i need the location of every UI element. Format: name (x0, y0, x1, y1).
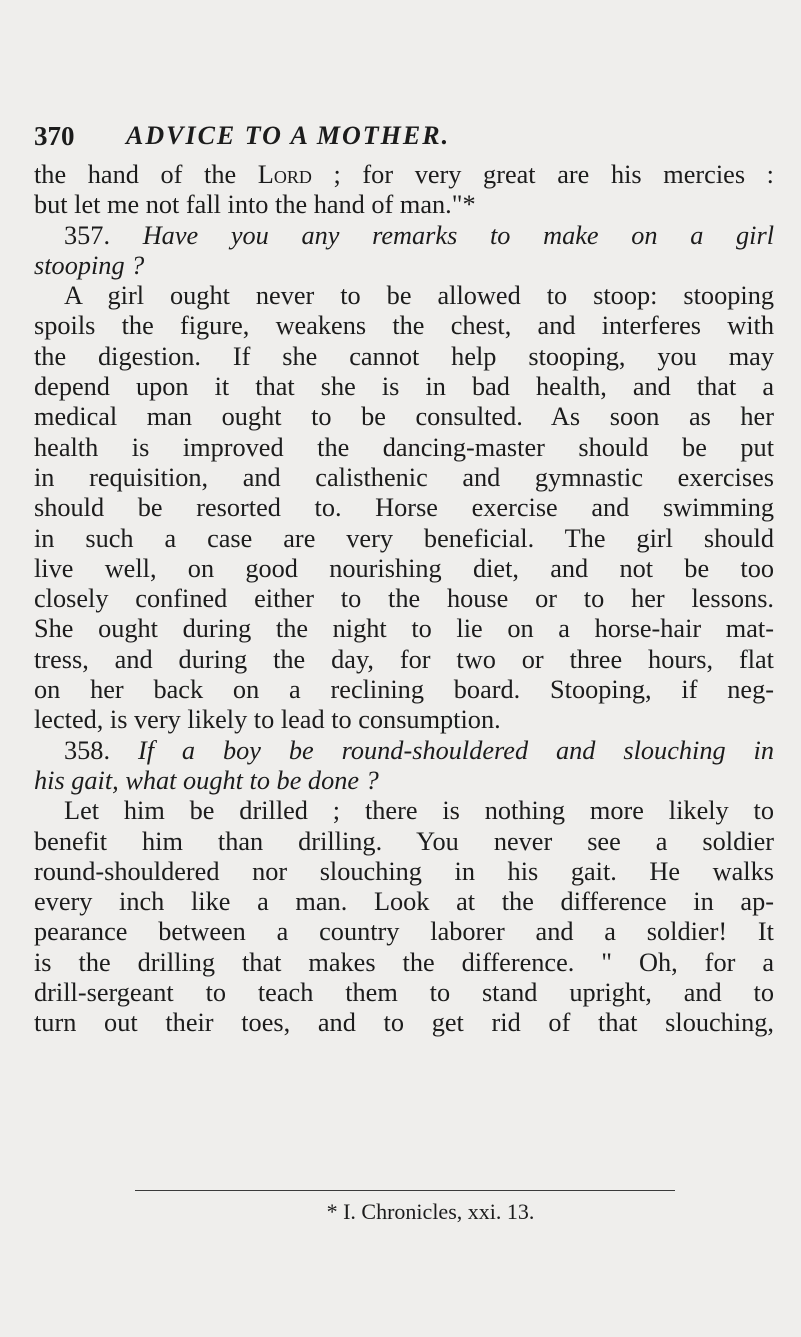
text-line: stooping ? (34, 250, 145, 280)
small-caps-lord: Lord (257, 160, 312, 189)
text-line: the digestion. If she cannot help stooping, you may (34, 341, 774, 371)
text-line: his gait, what ought to be done ? (34, 765, 379, 795)
running-title: ADVICE TO A MOTHER. (126, 121, 451, 150)
text-line: but let me not fall into the hand of man."* (34, 190, 476, 220)
footnote-divider (135, 1190, 675, 1191)
body-text (34, 160, 774, 1039)
text-line: the hand of the Lord ; for very great are his mercies : (34, 160, 774, 189)
text-line: A girl ought never to be allowed to stoop: stooping (64, 281, 774, 311)
text-line: lected, is very likely to lead to consumption. (34, 705, 501, 735)
footnote: * I. Chronicles, xxi. 13. (326, 1199, 535, 1224)
text-line: in such a case are very beneficial. The girl should (34, 523, 774, 553)
text-line: tress, and during the day, for two or three hours, flat (34, 644, 774, 674)
question-357: 357. Have you any remarks to make on a girl (64, 220, 774, 250)
text-line: is the drilling that makes the difference. " Oh, for a (34, 947, 774, 977)
text-line: closely confined either to the house or to her lessons. (34, 584, 774, 614)
text-line: live well, on good nourishing diet, and not be too (34, 553, 774, 583)
text-line: health is improved the dancing-master should be put (34, 432, 774, 462)
text-line: spoils the figure, weakens the chest, and interferes with (34, 311, 774, 341)
question-358: 358. If a boy be round-shouldered and slouching in (64, 735, 775, 765)
text-line: She ought during the night to lie on a horse-hair mat- (34, 614, 774, 644)
text-line: drill-sergeant to teach them to stand upright, and to (34, 978, 774, 1008)
page-number: 370 (34, 121, 75, 151)
text-line: round-shouldered nor slouching in his gait. He walks (34, 856, 774, 886)
text-line: on her back on a reclining board. Stooping, if neg- (34, 675, 774, 705)
text-line: every inch like a man. Look at the difference in ap- (34, 887, 774, 917)
text-line: in requisition, and calisthenic and gymnastic exercises (34, 462, 774, 492)
text-line: depend upon it that she is in bad health, and that a (34, 372, 774, 402)
text-line: medical man ought to be consulted. As soon as her (34, 402, 774, 432)
text-line: should be resorted to. Horse exercise and swimming (34, 493, 774, 523)
running-head (34, 121, 554, 155)
text-line: benefit him than drilling. You never see a soldier (34, 826, 774, 856)
text-line: turn out their toes, and to get rid of that slouching, (34, 1008, 774, 1038)
text-line: Let him be drilled ; there is nothing more likely to (64, 796, 774, 826)
text-line: pearance between a country laborer and a soldier! It (34, 917, 774, 947)
